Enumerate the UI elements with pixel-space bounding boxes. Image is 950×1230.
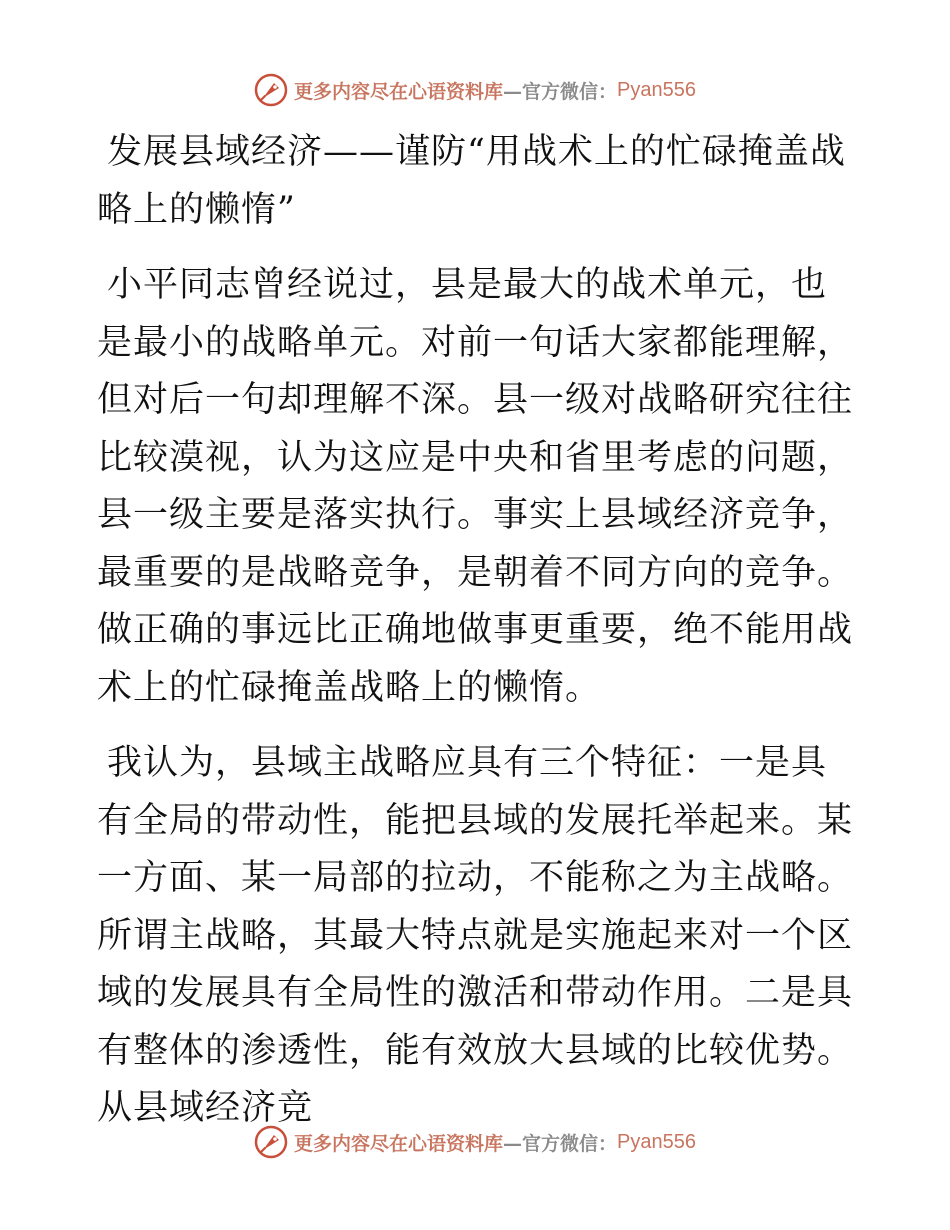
footer-contact-id: Pyan556 [617,1130,696,1153]
pen-nib-logo-icon [254,1125,288,1159]
article-body [97,124,857,1138]
header-brand-text: 更多内容尽在心语资料库 [294,80,504,103]
footer-brand-text: 更多内容尽在心语资料库 [294,1132,504,1155]
header-banner [0,72,950,108]
article-paragraph-1: 小平同志曾经说过，县是最大的战术单元，也是最小的战略单元。对前一句话大家都能理解，但对后一句却理解不深。县一级对战略研究往往比较漠视，认为这应是中央和省里考虑的问题，县一级主要是落实执行。事实上县域经济竞争，最重要的是战略竞争，是朝着不同方向的竞争。做正确的事远比正确地做事更重要，绝不能用战术上的忙碌掩盖战略上的懒惰。 [97,265,854,708]
footer-banner [0,1124,950,1160]
footer-contact-label: —官方微信： [503,1132,618,1155]
article-title: 发展县域经济——谨防“用战术上的忙碌掩盖战略上的懒惰” [97,132,846,230]
article-paragraph-2: 我认为，县域主战略应具有三个特征：一是具有全局的带动性，能把县域的发展托举起来。某一方面、某一局部的拉动，不能称之为主战略。所谓主战略，其最大特点就是实施起来对一个区域的发展具有全局性的激活和带动作用。二是具有整体的渗透性，能有效放大县域的比较优势。从县域经济竞 [97,743,854,1128]
header-contact-id: Pyan556 [617,78,696,101]
header-contact-label: —官方微信： [503,80,618,103]
pen-nib-logo-icon [254,73,288,107]
